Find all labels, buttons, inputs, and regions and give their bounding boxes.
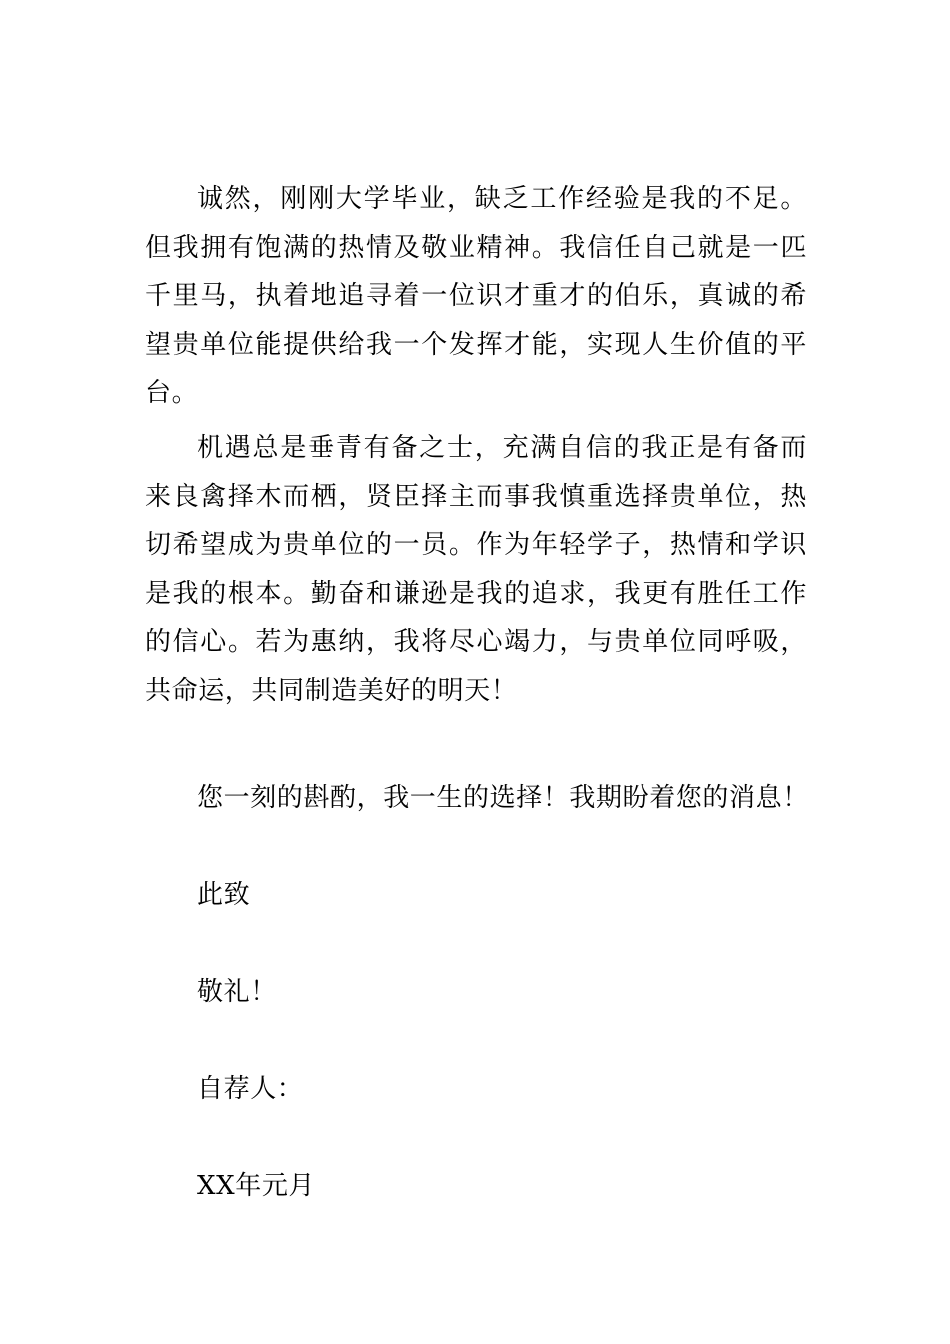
paragraph-experience: 诚然，刚刚大学毕业，缺乏工作经验是我的不足。但我拥有饱满的热情及敬业精神。我信任自己就是一匹千里马，执着地追寻着一位识才重才的伯乐，真诚的希望贵单位能提供给我一个发挥才能，实现人生价值的平台。 xyxy=(145,184,807,408)
salutation-ci-zhi: 此致 xyxy=(197,880,251,910)
closing-line: 您一刻的斟酌，我一生的选择！我期盼着您的消息！ xyxy=(197,783,809,813)
salutation-jing-li: 敬礼！ xyxy=(197,977,277,1007)
date-line: XX年元月 xyxy=(197,1171,316,1201)
signature-label: 自荐人： xyxy=(197,1074,304,1104)
paragraph-opportunity: 机遇总是垂青有备之士，充满自信的我正是有备而来良禽择木而栖，贤臣择主而事我慎重选择贵单位，热切希望成为贵单位的一员。作为年轻学子，热情和学识是我的根本。勤奋和谦逊是我的追求，我更有胜任工作的信心。若为惠纳，我将尽心竭力，与贵单位同呼吸，共命运，共同制造美好的明天！ xyxy=(145,433,807,706)
